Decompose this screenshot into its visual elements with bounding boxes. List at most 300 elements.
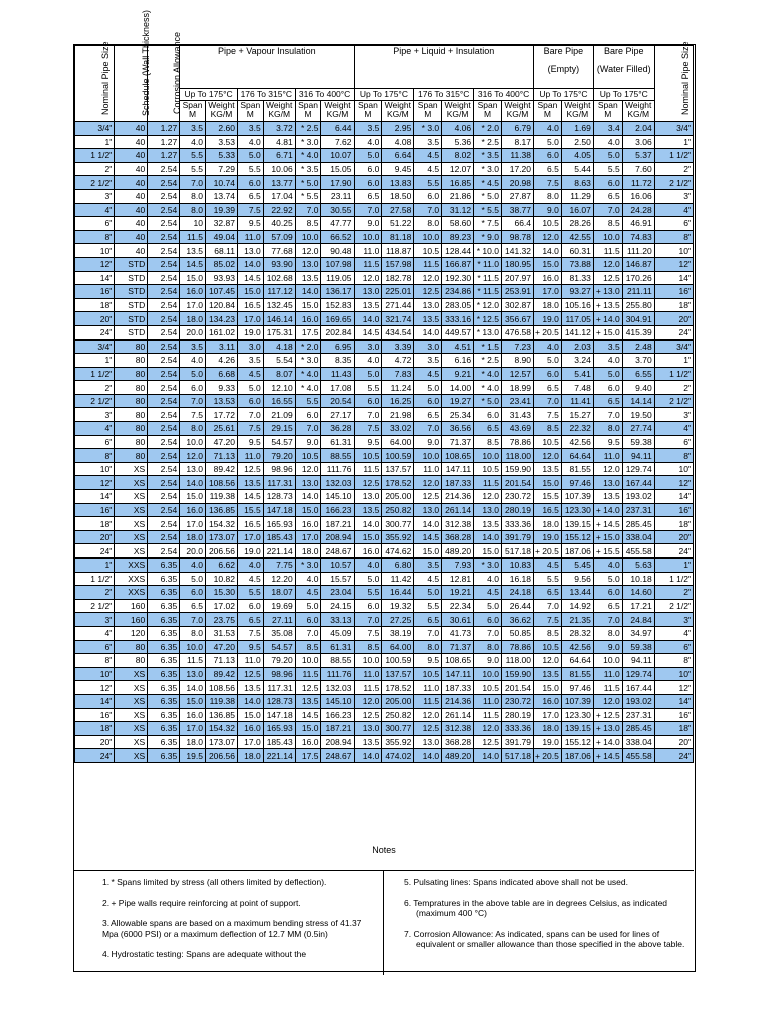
table-cell: 11.0 — [414, 462, 442, 476]
table-cell: 24.15 — [321, 599, 354, 613]
table-cell: 15.0 — [534, 681, 562, 695]
table-cell: 17.0 — [237, 530, 263, 544]
table-row — [75, 449, 694, 463]
table-cell: 4.72 — [382, 354, 414, 368]
table-cell: 2 1/2" — [654, 176, 693, 190]
table-cell: 18" — [654, 517, 693, 531]
table-cell: 187.21 — [321, 517, 354, 531]
table-cell: 10.07 — [321, 149, 354, 163]
table-cell: 18.50 — [382, 189, 414, 203]
table-cell: 2.54 — [148, 271, 180, 285]
table-cell: 9.56 — [561, 572, 593, 586]
table-cell: 12" — [75, 257, 115, 271]
table-cell: * 3.0 — [295, 558, 321, 572]
table-cell: 64.00 — [382, 640, 414, 654]
table-row — [75, 122, 694, 136]
table-cell: + 15.0 — [593, 530, 622, 544]
table-cell: 187.33 — [442, 681, 474, 695]
table-row — [75, 640, 694, 654]
temperature-range-header: 316 To 400°C — [474, 89, 534, 101]
table-cell: 134.23 — [205, 312, 237, 326]
table-cell: 166.23 — [321, 708, 354, 722]
table-cell: 12" — [654, 476, 693, 490]
table-cell: 14" — [654, 271, 693, 285]
table-cell: 6.95 — [321, 340, 354, 354]
table-cell: 6.0 — [414, 394, 442, 408]
table-cell: 7.0 — [295, 422, 321, 436]
table-cell: 11.0 — [474, 694, 502, 708]
table-cell: 12.0 — [354, 271, 382, 285]
table-cell: 5.5 — [354, 586, 382, 600]
table-cell: 15.5 — [237, 503, 263, 517]
table-cell: 14.60 — [622, 586, 654, 600]
span-unit-header — [180, 101, 206, 122]
table-cell: 1 1/2" — [654, 572, 693, 586]
table-cell: 165.93 — [263, 517, 295, 531]
table-cell: 10.0 — [354, 654, 382, 668]
table-cell: 13.0 — [414, 298, 442, 312]
table-cell: 2" — [75, 162, 115, 176]
table-cell: XXS — [115, 558, 148, 572]
table-cell: 13.5 — [180, 244, 206, 258]
table-cell: 4" — [75, 626, 115, 640]
table-cell: 11.5 — [354, 462, 382, 476]
table-cell: 16.0 — [180, 708, 206, 722]
table-cell: 11.0 — [593, 449, 622, 463]
table-cell: 13.0 — [354, 722, 382, 736]
table-cell: 285.45 — [622, 722, 654, 736]
table-cell: 2.54 — [148, 257, 180, 271]
table-cell: 11.5 — [474, 476, 502, 490]
table-cell: 3.0 — [354, 340, 382, 354]
table-cell: 24" — [654, 325, 693, 339]
table-cell: * 5.0 — [474, 189, 502, 203]
table-cell: 118.87 — [382, 244, 414, 258]
table-cell: 20.0 — [180, 544, 206, 558]
table-cell: 2" — [654, 162, 693, 176]
table-cell: 29.15 — [263, 422, 295, 436]
table-cell: 14.14 — [622, 394, 654, 408]
span-unit: M — [604, 109, 612, 119]
table-cell: 98.96 — [263, 462, 295, 476]
table-row — [75, 722, 694, 736]
table-cell: 6" — [654, 640, 693, 654]
table-cell: 108.56 — [205, 476, 237, 490]
table-cell: 6.5 — [414, 408, 442, 422]
table-cell: 2.54 — [148, 394, 180, 408]
table-cell: 356.67 — [501, 312, 533, 326]
table-cell: 97.46 — [561, 476, 593, 490]
table-cell: 5.0 — [414, 586, 442, 600]
table-cell: 14.0 — [180, 476, 206, 490]
table-cell: 10.5 — [354, 449, 382, 463]
table-cell: 10.5 — [534, 640, 562, 654]
table-cell: 64.64 — [561, 654, 593, 668]
table-cell: 14.0 — [237, 257, 263, 271]
table-cell: 3" — [75, 189, 115, 203]
table-cell: * 13.0 — [474, 325, 502, 339]
table-cell: 155.12 — [561, 530, 593, 544]
table-cell: 6" — [75, 217, 115, 231]
table-cell: 10.06 — [263, 162, 295, 176]
table-cell: 4.05 — [561, 149, 593, 163]
table-cell: 137.57 — [382, 667, 414, 681]
table-cell: 16" — [654, 285, 693, 299]
table-cell: 253.91 — [501, 285, 533, 299]
table-cell: 211.11 — [622, 285, 654, 299]
table-cell: 11.5 — [593, 244, 622, 258]
table-cell: 19.0 — [237, 544, 263, 558]
table-cell: 214.36 — [442, 490, 474, 504]
table-cell: 10" — [75, 667, 115, 681]
table-row — [75, 271, 694, 285]
table-cell: 16.85 — [442, 176, 474, 190]
table-cell: 16.0 — [180, 503, 206, 517]
table-cell: 5.0 — [237, 381, 263, 395]
table-cell: 47.20 — [205, 435, 237, 449]
table-cell: 1.27 — [148, 149, 180, 163]
table-cell: 4" — [654, 626, 693, 640]
table-cell: 1 1/2" — [75, 149, 115, 163]
schedule-header: Schedule (Wall Thickness) — [115, 46, 148, 122]
table-cell: 15.0 — [414, 544, 442, 558]
table-cell: 5.0 — [237, 149, 263, 163]
table-cell: 4.0 — [354, 558, 382, 572]
table-cell: 12.0 — [295, 244, 321, 258]
table-cell: 10.74 — [205, 176, 237, 190]
table-cell: 16.07 — [561, 203, 593, 217]
table-cell: 18.99 — [501, 381, 533, 395]
table-cell: 7.0 — [593, 613, 622, 627]
table-cell: 12.0 — [474, 490, 502, 504]
table-cell: 5.41 — [561, 367, 593, 381]
table-cell: 12.0 — [593, 462, 622, 476]
table-cell: 14.0 — [295, 285, 321, 299]
table-cell: STD — [115, 257, 148, 271]
table-row — [75, 530, 694, 544]
table-cell: 57.09 — [263, 230, 295, 244]
table-cell: 6" — [75, 640, 115, 654]
table-cell: 13.5 — [414, 312, 442, 326]
weight-unit: KG/M — [446, 109, 469, 119]
table-cell: 14.0 — [534, 244, 562, 258]
table-cell: 5.37 — [622, 149, 654, 163]
table-cell: 6.35 — [148, 735, 180, 749]
table-cell: 3.5 — [180, 122, 206, 136]
table-cell: 119.38 — [205, 490, 237, 504]
table-cell: + 14.0 — [593, 312, 622, 326]
table-cell: 147.18 — [263, 708, 295, 722]
table-cell: 11.0 — [237, 654, 263, 668]
table-cell: 8" — [75, 449, 115, 463]
table-cell: 6.35 — [148, 722, 180, 736]
table-cell: 78.86 — [501, 640, 533, 654]
table-cell: 5.44 — [561, 162, 593, 176]
table-cell: 129.74 — [622, 462, 654, 476]
table-cell: 14.0 — [354, 312, 382, 326]
table-cell: 4.0 — [295, 572, 321, 586]
table-cell: 10.5 — [474, 681, 502, 695]
table-cell: 47.77 — [321, 217, 354, 231]
table-cell: 64.64 — [561, 449, 593, 463]
table-cell: 12.0 — [534, 449, 562, 463]
notes-left-column — [102, 877, 372, 970]
table-cell: 169.65 — [321, 312, 354, 326]
table-cell: + 14.5 — [593, 749, 622, 763]
table-cell: 9.21 — [442, 367, 474, 381]
table-cell: 205.00 — [382, 490, 414, 504]
table-cell: 80 — [115, 381, 148, 395]
bare-pipe-water-title: Bare Pipe — [603, 46, 644, 56]
table-cell: XXS — [115, 572, 148, 586]
table-cell: 12.81 — [442, 572, 474, 586]
table-cell: 5.0 — [354, 149, 382, 163]
table-cell: 11.0 — [414, 681, 442, 695]
table-cell: 16.0 — [237, 722, 263, 736]
table-cell: 18.0 — [180, 312, 206, 326]
table-row — [75, 544, 694, 558]
table-cell: 145.10 — [321, 694, 354, 708]
table-cell: 4.0 — [237, 558, 263, 572]
table-cell: 7.5 — [534, 613, 562, 627]
table-cell: 24" — [75, 325, 115, 339]
table-cell: 2.54 — [148, 298, 180, 312]
table-cell: 3/4" — [75, 340, 115, 354]
weight-label: Weight — [625, 100, 652, 110]
table-cell: + 15.0 — [593, 325, 622, 339]
table-cell: 12" — [654, 257, 693, 271]
table-cell: 205.00 — [382, 694, 414, 708]
table-cell: 187.33 — [442, 476, 474, 490]
table-row — [75, 189, 694, 203]
table-cell: STD — [115, 285, 148, 299]
table-cell: 9.5 — [414, 654, 442, 668]
table-cell: 10" — [75, 244, 115, 258]
table-cell: 33.02 — [382, 422, 414, 436]
table-cell: 111.76 — [321, 462, 354, 476]
table-row — [75, 681, 694, 695]
table-cell: XS — [115, 544, 148, 558]
table-row — [75, 490, 694, 504]
table-cell: 2" — [75, 381, 115, 395]
table-cell: 10 — [180, 217, 206, 231]
table-cell: 6.5 — [593, 599, 622, 613]
table-cell: 13.0 — [354, 285, 382, 299]
table-cell: 23.41 — [501, 394, 533, 408]
table-cell: 15.0 — [295, 298, 321, 312]
table-cell: 9.0 — [354, 217, 382, 231]
table-cell: 234.86 — [442, 285, 474, 299]
table-cell: 10.18 — [622, 572, 654, 586]
table-cell: 10.5 — [414, 244, 442, 258]
table-cell: 11.24 — [382, 381, 414, 395]
table-cell: 19.69 — [263, 599, 295, 613]
table-cell: 19.21 — [442, 586, 474, 600]
table-cell: 42.56 — [561, 435, 593, 449]
table-cell: 5.54 — [263, 354, 295, 368]
table-cell: * 4.0 — [474, 367, 502, 381]
table-cell: 24.18 — [501, 586, 533, 600]
table-cell: * 3.5 — [474, 149, 502, 163]
table-cell: 12.5 — [295, 681, 321, 695]
table-cell: 5.0 — [180, 367, 206, 381]
table-cell: 139.15 — [561, 517, 593, 531]
table-cell: 12.07 — [442, 162, 474, 176]
table-cell: 5.63 — [622, 558, 654, 572]
table-cell: 93.27 — [561, 285, 593, 299]
table-cell: XS — [115, 476, 148, 490]
table-cell: + 13.0 — [593, 285, 622, 299]
weight-label: Weight — [564, 100, 591, 110]
table-cell: 15.30 — [205, 586, 237, 600]
table-cell: 6.35 — [148, 572, 180, 586]
table-cell: 4.0 — [180, 558, 206, 572]
table-cell: 2.54 — [148, 325, 180, 339]
table-cell: 11.42 — [382, 572, 414, 586]
table-cell: 8.17 — [501, 135, 533, 149]
table-cell: 81.55 — [561, 462, 593, 476]
table-cell: 6.35 — [148, 640, 180, 654]
table-cell: 18" — [75, 517, 115, 531]
table-cell: 13.5 — [474, 517, 502, 531]
table-cell: 4" — [654, 422, 693, 436]
table-cell: 18" — [75, 298, 115, 312]
table-cell: 261.14 — [442, 708, 474, 722]
temperature-range-header: 316 To 400°C — [295, 89, 354, 101]
table-cell: 93.90 — [263, 257, 295, 271]
table-cell: 11.0 — [354, 667, 382, 681]
table-cell: 6.0 — [534, 367, 562, 381]
table-cell: 14.0 — [237, 694, 263, 708]
table-cell: 2 1/2" — [75, 599, 115, 613]
table-cell: 31.43 — [501, 408, 533, 422]
table-cell: 167.44 — [622, 476, 654, 490]
table-cell: 355.92 — [382, 735, 414, 749]
table-cell: 7.0 — [180, 394, 206, 408]
table-row — [75, 626, 694, 640]
table-cell: 15.0 — [180, 694, 206, 708]
table-cell: 7.0 — [414, 203, 442, 217]
table-cell: 187.06 — [561, 544, 593, 558]
table-cell: 89.23 — [442, 230, 474, 244]
table-cell: STD — [115, 325, 148, 339]
table-cell: XS — [115, 749, 148, 763]
table-cell: 17.5 — [295, 749, 321, 763]
table-cell: 11.0 — [237, 449, 263, 463]
span-unit-header — [354, 101, 382, 122]
table-cell: 355.92 — [382, 530, 414, 544]
table-cell: 3.0 — [414, 340, 442, 354]
table-cell: 8.0 — [180, 626, 206, 640]
table-cell: 10.5 — [474, 462, 502, 476]
table-cell: 88.55 — [321, 654, 354, 668]
table-cell: 15.27 — [561, 408, 593, 422]
table-cell: 147.18 — [263, 503, 295, 517]
table-row — [75, 708, 694, 722]
span-unit-header — [237, 101, 263, 122]
table-cell: 7.5 — [354, 422, 382, 436]
table-cell: 117.05 — [561, 312, 593, 326]
table-cell: 9.45 — [382, 162, 414, 176]
table-cell: 19.32 — [382, 599, 414, 613]
table-cell: 8" — [654, 654, 693, 668]
table-cell: 201.54 — [501, 681, 533, 695]
table-cell: 5.5 — [295, 394, 321, 408]
table-cell: 208.94 — [321, 735, 354, 749]
table-cell: 6.0 — [180, 586, 206, 600]
table-cell: 12.20 — [263, 572, 295, 586]
table-cell: 6.35 — [148, 694, 180, 708]
span-unit-header — [414, 101, 442, 122]
table-cell: 10.0 — [474, 667, 502, 681]
span-label: Span — [597, 100, 618, 110]
table-cell: 19.0 — [534, 530, 562, 544]
table-cell: 59.38 — [622, 640, 654, 654]
table-cell: 98.96 — [263, 667, 295, 681]
table-row — [75, 381, 694, 395]
table-cell: 11.5 — [593, 681, 622, 695]
table-cell: 14.0 — [354, 749, 382, 763]
table-cell: 285.45 — [622, 517, 654, 531]
table-row — [75, 367, 694, 381]
table-cell: 2.54 — [148, 203, 180, 217]
table-cell: 11.72 — [622, 176, 654, 190]
table-cell: 119.38 — [205, 694, 237, 708]
table-cell: 8" — [75, 230, 115, 244]
table-row — [75, 354, 694, 368]
table-cell: XS — [115, 694, 148, 708]
table-cell: 14.5 — [354, 325, 382, 339]
table-cell: 4.5 — [237, 572, 263, 586]
table-cell: 21.86 — [442, 189, 474, 203]
table-cell: 17.04 — [263, 189, 295, 203]
weight-unit: KG/M — [326, 109, 349, 119]
table-cell: 8.0 — [593, 626, 622, 640]
table-cell: 15.0 — [237, 285, 263, 299]
table-cell: 7.5 — [237, 203, 263, 217]
table-cell: 4.0 — [354, 354, 382, 368]
table-cell: 12.5 — [414, 722, 442, 736]
note-2: 2. + Pipe walls require reinforcing at point of support. — [102, 897, 301, 908]
table-cell: * 3.0 — [474, 558, 502, 572]
table-cell: 10.0 — [180, 640, 206, 654]
table-cell: 2.54 — [148, 230, 180, 244]
table-cell: 94.11 — [622, 654, 654, 668]
table-cell: 13.74 — [205, 189, 237, 203]
table-cell: 20.0 — [180, 325, 206, 339]
table-cell: 7.23 — [501, 340, 533, 354]
table-cell: 302.87 — [501, 298, 533, 312]
table-cell: 2.54 — [148, 162, 180, 176]
table-cell: 1.69 — [561, 122, 593, 136]
table-cell: 108.65 — [442, 449, 474, 463]
table-cell: 4.26 — [205, 354, 237, 368]
span-label: Span — [182, 100, 203, 110]
table-cell: 5.0 — [354, 367, 382, 381]
table-cell: 1" — [75, 354, 115, 368]
table-cell: 13.5 — [534, 462, 562, 476]
table-cell: XS — [115, 735, 148, 749]
table-cell: * 5.5 — [295, 189, 321, 203]
table-cell: 8" — [654, 230, 693, 244]
table-cell: 120 — [115, 626, 148, 640]
table-cell: 12.0 — [295, 462, 321, 476]
table-cell: 5.0 — [414, 381, 442, 395]
table-cell: 170.26 — [622, 271, 654, 285]
table-cell: 159.90 — [501, 462, 533, 476]
table-cell: 4.0 — [237, 135, 263, 149]
table-cell: 17.02 — [205, 599, 237, 613]
